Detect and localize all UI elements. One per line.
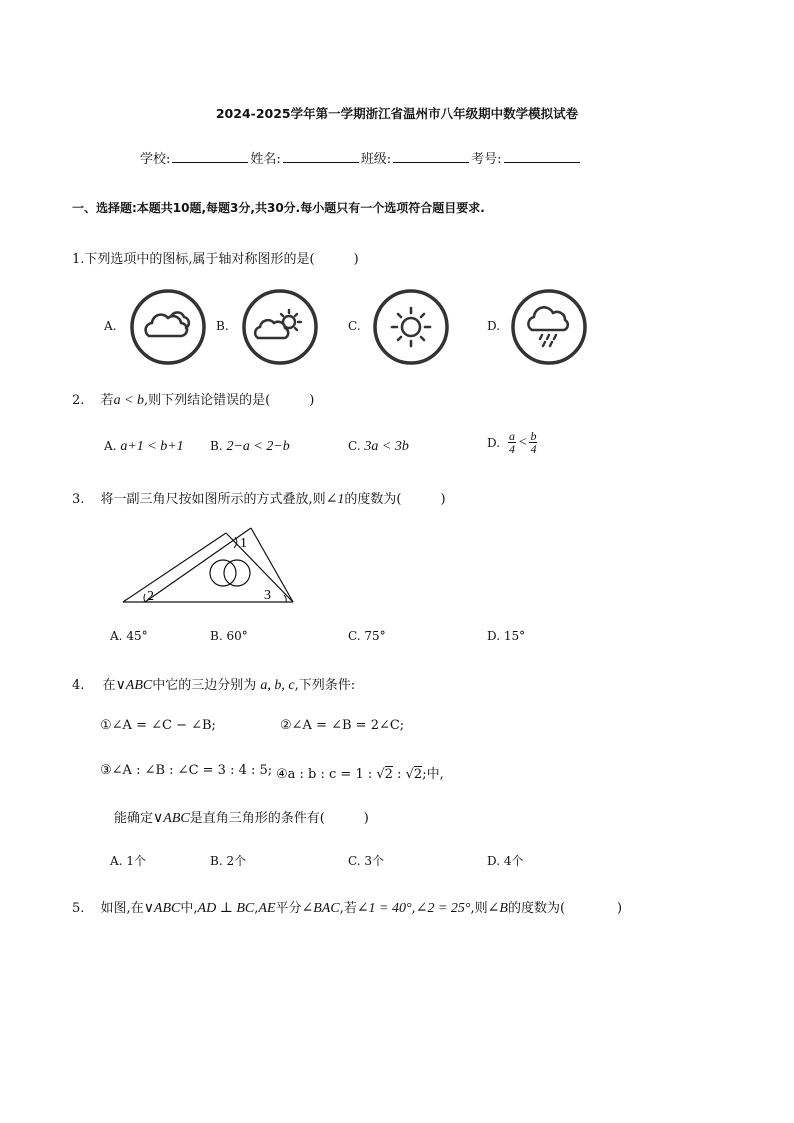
- q3-option-a-value: 45°: [126, 629, 148, 643]
- q5-math-6: ∠2 = 25°: [415, 901, 471, 916]
- exam-number-label: 考号:: [471, 152, 502, 167]
- q4-condition-3: ③∠A : ∠B : ∠C = 3 : 4 : 5;: [100, 763, 273, 778]
- student-info-line: [140, 148, 582, 167]
- q2-option-a: [104, 439, 184, 455]
- q5-math-5: ∠1 = 40°: [356, 901, 412, 916]
- q4-follow-post: 是直角三角形的条件有( ): [189, 811, 369, 826]
- q4-number: 4.: [72, 678, 85, 693]
- q3-option-a: [110, 629, 148, 643]
- figure-label-1: 1: [240, 536, 247, 551]
- q2-text-post: ,则下列结论错误的是( ): [144, 393, 315, 408]
- q4-cond4-radicand-2: 2: [413, 767, 423, 782]
- q4-option-c: [348, 852, 384, 869]
- q5-math-7: ∠B: [487, 901, 508, 916]
- q4-cond4-pre: ④a : b : c = 1 :: [276, 767, 377, 782]
- q5-text-1: 如图,在: [100, 901, 144, 916]
- q5-text-2: 中,: [180, 901, 198, 916]
- question-2-stem: [72, 389, 314, 409]
- figure-label-3: 3: [264, 588, 271, 603]
- q3-option-d: [487, 629, 525, 643]
- q4-option-a: [110, 852, 146, 869]
- q1-option-a-label: A.: [104, 319, 117, 333]
- q4-option-d-value: 4个: [503, 854, 524, 868]
- q5-text-5: ,若: [339, 901, 357, 916]
- q4-cond4-post: ;中,: [422, 767, 444, 782]
- q5-text-6: ,: [411, 901, 416, 916]
- page-title: 2024-2025学年第一学期浙江省温州市八年级期中数学模拟试卷: [215, 106, 579, 121]
- q3-number: 3.: [72, 492, 85, 507]
- q2-option-c: [348, 439, 409, 455]
- figure-label-2: 2: [147, 589, 154, 604]
- school-blank[interactable]: [172, 150, 248, 163]
- question-3-stem: [72, 488, 446, 508]
- q2-option-c-math: 3a < 3b: [364, 439, 409, 454]
- q3-option-a-label: A.: [110, 629, 123, 643]
- q3-option-c-value: 75°: [364, 629, 386, 643]
- q4-condition-1: ①∠A = ∠C − ∠B;: [100, 718, 216, 733]
- q4-cond4-sep: :: [392, 767, 406, 782]
- q5-text-4: 平分: [275, 901, 302, 916]
- q3-option-b-label: B.: [210, 629, 223, 643]
- q2-option-d-frac-2: $\frac{b}{4}$: [530, 429, 537, 456]
- question-5-stem: [72, 897, 622, 917]
- q4-text-post: ,下列条件:: [294, 678, 356, 693]
- q4-option-b-label: B.: [210, 854, 223, 868]
- q2-option-d-label: D.: [487, 435, 501, 450]
- q4-text-pre: 在: [102, 678, 116, 693]
- name-blank[interactable]: [283, 150, 359, 163]
- q4-math: ∨ABC: [115, 678, 153, 693]
- q2-option-d: [487, 430, 537, 455]
- cloud-rain-icon: [510, 288, 588, 366]
- q4-follow-math: ∨ABC: [153, 811, 190, 826]
- q3-option-b-value: 60°: [226, 629, 248, 643]
- q4-follow-pre: 能确定: [114, 811, 154, 826]
- q2-option-c-label: C.: [348, 439, 361, 453]
- q3-option-c-label: C.: [348, 629, 361, 643]
- q4-option-a-value: 1个: [126, 854, 146, 868]
- q2-number: 2.: [72, 393, 85, 408]
- q3-text-post: 的度数为( ): [344, 492, 446, 507]
- q4-option-d-label: D.: [487, 854, 501, 868]
- q4-cond4-radicand-1: 2: [384, 767, 393, 782]
- q3-option-d-value: 15°: [503, 629, 526, 643]
- q4-option-b: [210, 852, 246, 869]
- q2-option-b-label: B.: [210, 439, 223, 453]
- q5-math-3: AE: [258, 901, 276, 916]
- q4-option-a-label: A.: [110, 854, 123, 868]
- q4-option-b-value: 2个: [226, 854, 247, 868]
- cloud-icon: [129, 288, 207, 366]
- q3-option-d-label: D.: [487, 629, 501, 643]
- q3-text-pre: 将一副三角尺按如图所示的方式叠放,则: [100, 492, 326, 507]
- q2-option-d-frac-1: $\frac{a}{4}$: [509, 429, 516, 456]
- q2-option-a-math: a+1 < b+1: [120, 439, 184, 454]
- q5-number: 5.: [72, 901, 85, 916]
- class-blank[interactable]: [393, 150, 469, 163]
- q4-option-c-label: C.: [348, 854, 361, 868]
- q1-option-d-label: D.: [487, 319, 501, 333]
- question-4-stem: [72, 674, 355, 694]
- q5-math-4: ∠BAC: [301, 901, 340, 916]
- question-1-stem: 1.下列选项中的图标,属于轴对称图形的是( ): [72, 252, 359, 267]
- q2-option-a-label: A.: [104, 439, 117, 453]
- q4-text-mid: 中它的三边分别为: [152, 678, 257, 693]
- q5-text-8: 的度数为( ): [507, 901, 623, 916]
- q4-option-c-value: 3个: [364, 854, 385, 868]
- q5-text-7: ,则: [470, 901, 488, 916]
- q2-option-b-math: 2−a < 2−b: [226, 439, 290, 454]
- school-label: 学校:: [140, 152, 171, 167]
- cloud-sun-icon: [241, 288, 319, 366]
- q2-option-d-op: <: [518, 434, 528, 450]
- q4-condition-4: [276, 763, 444, 782]
- class-label: 班级:: [360, 152, 392, 167]
- set-squares-figure: [118, 525, 298, 607]
- q4-condition-2: ②∠A = ∠B = 2∠C;: [280, 718, 405, 733]
- q2-text-pre: 若: [100, 393, 114, 408]
- sun-icon: [372, 288, 450, 366]
- sqrt-symbol: √: [376, 767, 385, 782]
- q2-option-b: [210, 439, 290, 455]
- q1-option-c-label: C.: [348, 319, 361, 333]
- exam-number-blank[interactable]: [504, 150, 580, 163]
- q3-option-b: [210, 629, 248, 643]
- q4-follow-up: [114, 807, 369, 827]
- q5-text-3: ,: [254, 901, 259, 916]
- q1-option-b-label: B.: [216, 319, 229, 333]
- q4-vars: a, b, c: [260, 678, 295, 693]
- q5-math-1: ∨ABC: [143, 901, 181, 916]
- sqrt-symbol: √: [405, 767, 414, 782]
- q2-math: a < b: [113, 393, 145, 408]
- name-label: 姓名:: [250, 152, 281, 167]
- q3-math: ∠1: [325, 492, 345, 507]
- section-heading: 一、选择题:本题共10题,每题3分,共30分.每小题只有一个选项符合题目要求.: [72, 201, 485, 215]
- q5-math-2: AD ⊥ BC: [197, 901, 255, 916]
- q4-option-d: [487, 852, 523, 869]
- q3-option-c: [348, 629, 386, 643]
